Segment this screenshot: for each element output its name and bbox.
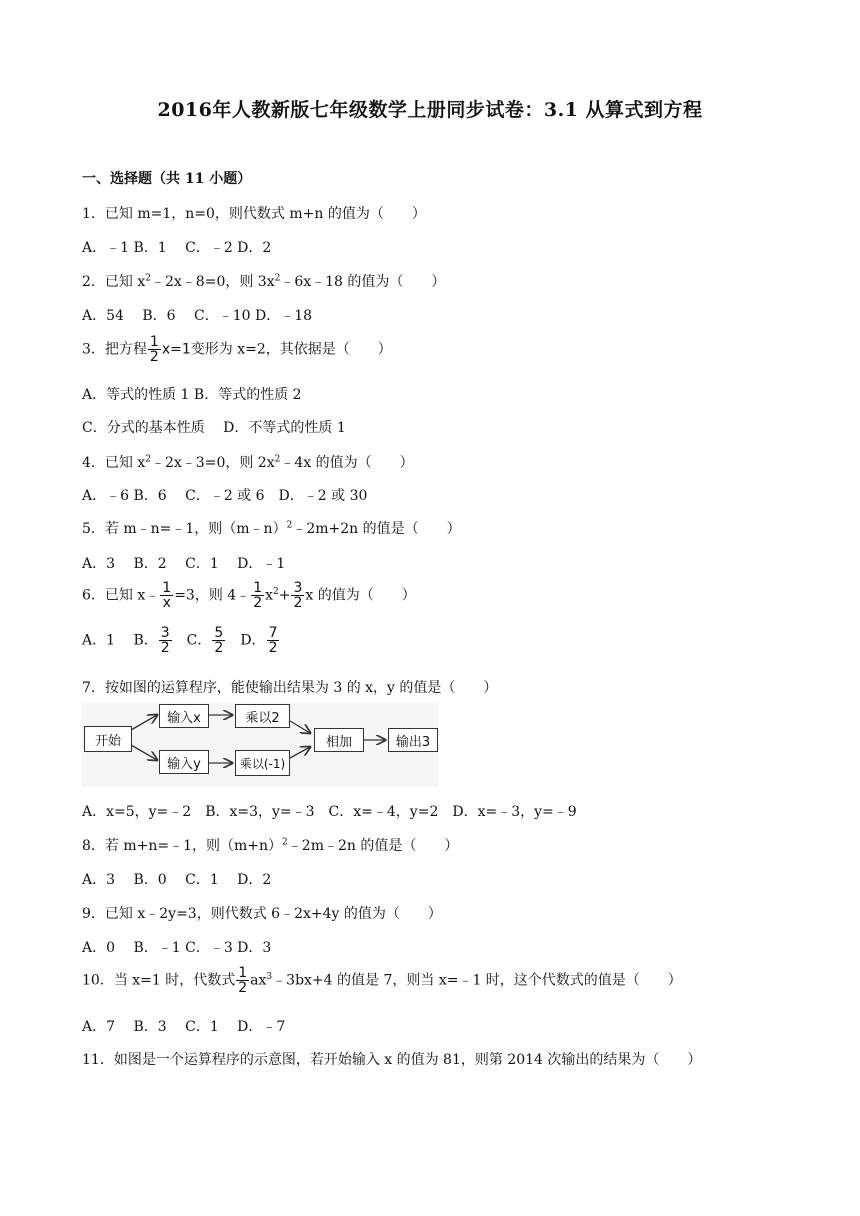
q2-text-b: ﹣2x﹣8=0，则 3x xyxy=(151,274,275,290)
question-9: 9．已知 x﹣2y=3，则代数式 6﹣2x+4y 的值为（ ） xyxy=(82,906,442,922)
question-5-options: A．3 B．2 C．1 D．﹣1 xyxy=(82,556,286,572)
q3-prefix: 3．把方程 xyxy=(82,341,147,358)
q6-opt-d-frac xyxy=(267,626,280,655)
q6-optb-num: 3 xyxy=(160,625,170,641)
q6-d: + xyxy=(278,587,291,604)
page-title: 2016年人教新版七年级数学上册同步试卷：3.1 从算式到方程 xyxy=(157,99,703,121)
question-4-options: A．﹣6 B．6 C．﹣2 或 6 D．﹣2 或 30 xyxy=(82,488,368,504)
q10-c: ﹣3bx+4 的值是 7，则当 x=﹣1 时，这个代数式的值是（ ） xyxy=(272,972,682,989)
q4-text-c: ﹣4x 的值为（ ） xyxy=(280,455,414,471)
question-11: 11．如图是一个运算程序的示意图，若开始输入 x 的值为 81，则第 2014 次输出的结果为（ ） xyxy=(82,1052,702,1068)
question-3-options-1: A．等式的性质 1 B．等式的性质 2 xyxy=(82,387,302,403)
arrow-start-to-x xyxy=(131,715,157,730)
q6-opt-a: A．1 B． xyxy=(82,632,158,649)
q6-f2-num: 1 xyxy=(253,580,263,596)
question-3 xyxy=(82,335,392,364)
arrow-mul2-to-add xyxy=(290,721,310,733)
q6-opt-c-frac xyxy=(212,626,225,655)
q6-e: x 的值为（ ） xyxy=(305,587,416,604)
question-8-options: A．3 B．0 C．1 D．2 xyxy=(82,872,272,888)
q8-sup: 2 xyxy=(282,837,288,848)
q6-frac-2 xyxy=(251,581,264,610)
q3-fraction xyxy=(148,335,161,364)
q6-optb-den: 2 xyxy=(160,640,170,656)
q6-f3-den: 2 xyxy=(293,595,303,611)
q5-text-b: ﹣2m+2n 的值是（ ） xyxy=(292,521,461,537)
q6-sup: 2 xyxy=(273,586,279,597)
question-7-options: A．x=5，y=﹣2 B．x=3，y=﹣3 C．x=﹣4，y=2 D．x=﹣3，y=﹣9 xyxy=(82,804,577,820)
q6-f2-den: 2 xyxy=(253,595,263,611)
q6-frac-1 xyxy=(160,581,173,610)
flow-input-y-box: 输入y xyxy=(159,750,209,774)
q10-sup: 3 xyxy=(266,971,273,982)
q4-sup-1: 2 xyxy=(145,454,151,465)
q6-optd-den: 2 xyxy=(268,640,278,656)
question-5 xyxy=(82,518,461,538)
q6-opt-b-frac xyxy=(159,626,172,655)
q3-suffix: 变形为 x=2，其依据是（ ） xyxy=(190,341,392,358)
arrow-mulneg-to-add xyxy=(290,747,310,758)
q3-frac-num: 1 xyxy=(149,334,159,350)
question-9-options: A．0 B．﹣1 C．﹣3 D．3 xyxy=(82,940,272,956)
question-1-options: A．﹣1 B．1 C．﹣2 D．2 xyxy=(82,240,272,256)
q6-f1-den: x xyxy=(162,595,171,611)
q6-f3-num: 3 xyxy=(293,580,303,596)
q6-a: 6．已知 x﹣ xyxy=(82,587,160,604)
q3-var: x=1 xyxy=(161,341,191,358)
question-1: 1．已知 m=1，n=0，则代数式 m+n 的值为（ ） xyxy=(82,206,426,222)
q3-frac-den: 2 xyxy=(149,349,159,365)
section-heading: 一、选择题（共 11 小题） xyxy=(82,171,252,187)
q6-opt-d: D． xyxy=(226,632,266,649)
flow-output-box: 输出3 xyxy=(388,728,438,752)
flow-start-box: 开始 xyxy=(84,726,132,752)
q6-opt-c: C． xyxy=(172,632,212,649)
q6-optc-num: 5 xyxy=(214,625,224,641)
question-10 xyxy=(82,966,682,995)
q10-fraction xyxy=(236,966,249,995)
flow-mul2-box: 乘以2 xyxy=(235,704,290,728)
q6-frac-3 xyxy=(291,581,304,610)
question-3-options-2: C．分式的基本性质 D．不等式的性质 1 xyxy=(82,420,346,436)
q4-text-b: ﹣2x﹣3=0，则 2x xyxy=(151,455,275,471)
q4-text-a: 4．已知 x xyxy=(82,455,146,471)
q4-sup-2: 2 xyxy=(274,454,281,465)
q2-text-a: 2．已知 x xyxy=(82,274,146,290)
question-6 xyxy=(82,581,416,610)
question-4 xyxy=(82,452,414,472)
q6-optc-den: 2 xyxy=(214,640,224,656)
flowchart xyxy=(82,703,438,787)
q6-f1-num: 1 xyxy=(162,580,172,596)
q5-text-a: 5．若 m﹣n=﹣1，则（m﹣n） xyxy=(82,521,287,537)
question-7: 7．按如图的运算程序，能使输出结果为 3 的 x，y 的值是（ ） xyxy=(82,680,498,696)
q6-b: =3，则 4﹣ xyxy=(174,587,251,604)
question-2-options: A．54 B．6 C．﹣10 D．﹣18 xyxy=(82,308,313,324)
q10-frac-den: 2 xyxy=(238,980,248,996)
flow-mul-neg1-box: 乘以(-1) xyxy=(235,750,290,776)
q8-text-b: ﹣2m﹣2n 的值是（ ） xyxy=(287,838,459,854)
arrow-start-to-y xyxy=(131,745,157,760)
q10-b: ax xyxy=(250,972,267,989)
question-10-options: A．7 B．3 C．1 D．﹣7 xyxy=(82,1019,286,1035)
flow-add-box: 相加 xyxy=(314,728,364,752)
q10-a: 10．当 x=1 时，代数式 xyxy=(82,972,236,989)
q5-sup: 2 xyxy=(286,520,293,531)
question-6-options xyxy=(82,626,280,655)
q6-c: x xyxy=(265,587,274,604)
q6-optd-num: 7 xyxy=(268,625,278,641)
q2-sup-2: 2 xyxy=(274,273,281,284)
q2-sup-1: 2 xyxy=(145,273,151,284)
q10-frac-num: 1 xyxy=(238,965,248,981)
question-2 xyxy=(82,271,445,291)
q2-text-c: ﹣6x﹣18 的值为（ ） xyxy=(280,274,446,290)
flow-input-x-box: 输入x xyxy=(159,704,209,728)
q8-text-a: 8．若 m+n=﹣1，则（m+n） xyxy=(82,838,283,854)
question-8 xyxy=(82,835,458,855)
